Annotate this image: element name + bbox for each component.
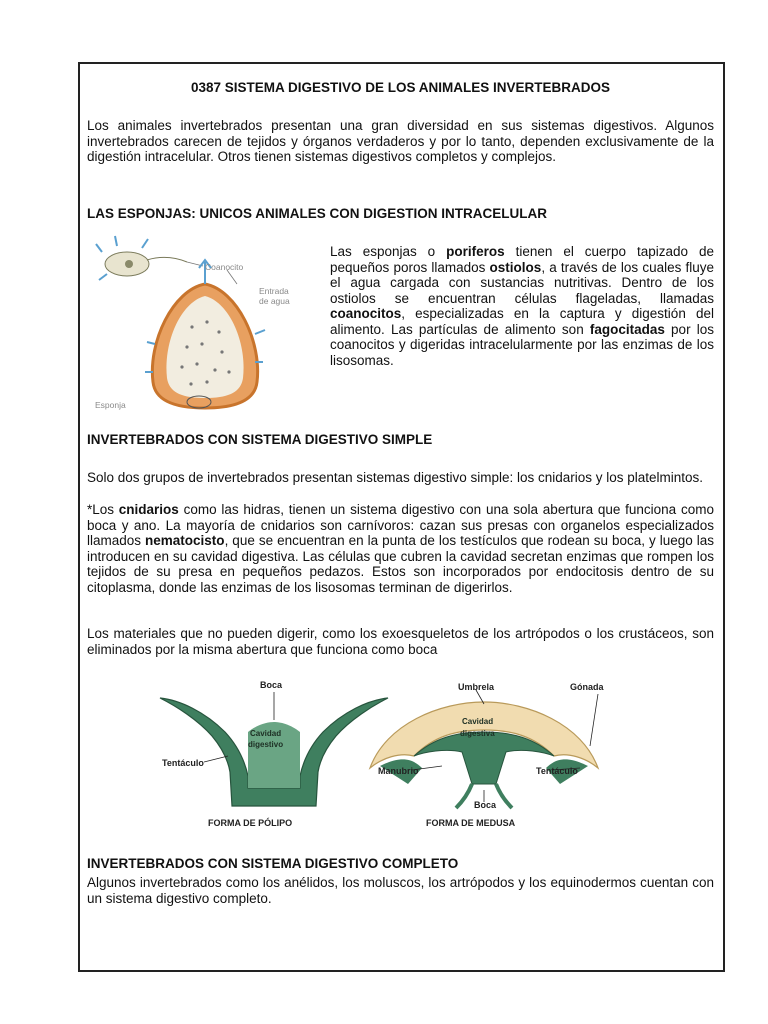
medusa-label-tentaculo: Tentáculo — [536, 766, 578, 776]
term-coanocitos: coanocitos — [330, 306, 402, 321]
medusa-caption: FORMA DE MEDUSA — [426, 818, 516, 828]
simple-paragraph-2 — [87, 502, 714, 595]
medusa-label-cavidad-1: Cavidad — [462, 717, 494, 726]
esponjas-text-3: , a través de los cuales fluye el agua cargada con sustancias nutritivas. Dentro de los ostiolos se encuentran células flageladas, llamadas — [330, 259, 715, 306]
polyp-label-cavidad-2: digestivo — [248, 740, 284, 749]
esponjas-text-2: tienen el cuerpo tapizado de pequeños poros llamados — [330, 244, 714, 275]
intro-paragraph: Los animales invertebrados presentan una gran diversidad en sus sistemas digestivos. Algunos invertebrados carecen de tejidos y órganos verdaderos y por lo tanto, dependen exclusivamente de la digestión intracelular. Otros tienen sistemas digestivos completos y complejos. — [87, 118, 714, 164]
sponge-diagram — [87, 232, 322, 417]
heading-esponjas: LAS ESPONJAS: UNICOS ANIMALES CON DIGESTION INTRACELULAR — [87, 206, 548, 221]
polyp-label-boca: Boca — [260, 680, 283, 690]
term-poriferos: poriferos — [446, 244, 505, 259]
simple-text-3: , que se encuentran en la punta de los testículos que rodean su boca, y luego las introducen en su cavidad digestiva. Las células que cubren la cavidad secretan enzimas que rompen los tejidos de su presa en pequeños pedazos. Estos son incorporados por endocitosis dentro de su citoplasma, donde las enzimas de los lisosomas terminan de digerirlos. — [87, 533, 715, 595]
esponjas-text-5: por los coanocitos y digeridas intracelularmente por las enzimas de los lisosomas. — [330, 321, 714, 368]
esponjas-paragraph — [330, 244, 714, 368]
esponjas-text-4: , especializadas en la captura y digestión del alimento. Las partículas de alimento son — [330, 306, 714, 337]
completo-paragraph: Algunos invertebrados como los anélidos, los moluscos, los artrópodos y los equinodermos cuentan con un sistema digestivo completo. — [87, 875, 714, 906]
label-esponja: Esponja — [95, 400, 126, 410]
page-border-right — [723, 62, 725, 972]
term-nematocisto: nematocisto — [145, 533, 225, 548]
polyp-label-tentaculo: Tentáculo — [162, 758, 204, 768]
medusa-label-umbrela: Umbrela — [458, 682, 495, 692]
medusa-label-boca: Boca — [474, 800, 497, 810]
term-cnidarios: cnidarios — [118, 502, 179, 517]
term-ostiolos: ostiolos — [489, 259, 542, 275]
polyp-caption: FORMA DE PÓLIPO — [208, 818, 293, 828]
simple-text-1: *Los — [87, 502, 119, 517]
medusa-label-manubrio: Manubrio — [378, 766, 419, 776]
label-coanocito: Coanocito — [205, 262, 244, 272]
heading-simple: INVERTEBRADOS CON SISTEMA DIGESTIVO SIMPLE — [87, 432, 433, 447]
document-title: 0387 SISTEMA DIGESTIVO DE LOS ANIMALES INVERTEBRADOS — [190, 80, 611, 95]
cnidarian-diagram — [150, 676, 630, 834]
term-fagocitadas: fagocitadas — [589, 321, 665, 337]
polyp-label-cavidad-1: Cavidad — [250, 729, 282, 738]
medusa-label-cavidad-2: digestiva — [460, 729, 495, 738]
simple-paragraph-3: Los materiales que no pueden digerir, como los exoesqueletos de los artrópodos o los crustáceos, son eliminados por la misma abertura que funciona como boca — [87, 626, 714, 657]
simple-paragraph-1: Solo dos grupos de invertebrados presentan sistemas digestivo simple: los cnidarios y los platelmintos. — [87, 470, 704, 485]
heading-completo: INVERTEBRADOS CON SISTEMA DIGESTIVO COMPLETO — [87, 856, 459, 871]
simple-text-2: como las hidras, tienen un sistema digestivo con una sola abertura que funciona como boca y ano. La mayoría de cnidarios son carnívoros: cazan sus presas con organelos especializados llamados — [87, 502, 714, 548]
label-entrada-2: de agua — [259, 296, 290, 306]
esponjas-text-1: Las esponjas o — [330, 244, 447, 259]
medusa-label-gonada: Gónada — [570, 682, 604, 692]
label-entrada-1: Entrada — [259, 286, 289, 296]
